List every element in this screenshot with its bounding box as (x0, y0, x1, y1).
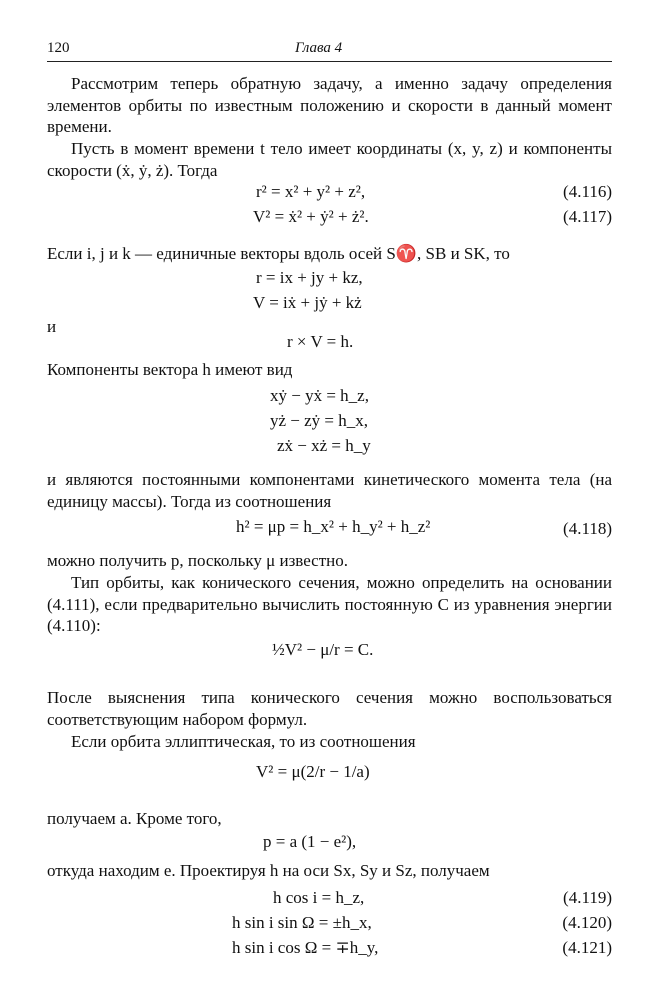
equation-cross-product: r × V = h. (287, 332, 354, 351)
paragraph-1: Рассмотрим теперь обратную задачу, а именно задачу определения элементов орбиты по известным положению и скорости в данный момент времени. (47, 74, 612, 136)
equation-position-vector: r = ix + jy + kz, (256, 268, 363, 287)
equation-hx: yż − zẏ = h_x, (270, 411, 369, 430)
eqnum-4-118: (4.118) (563, 519, 612, 538)
paragraph-3: Если i, j и k — единичные векторы вдоль осей S♈, SB и SK, то (47, 244, 510, 263)
paragraph-7: можно получить p, поскольку μ известно. (47, 551, 349, 570)
equation-4-119: h cos i = h_z, (273, 888, 365, 907)
paragraph-4: и (47, 317, 57, 336)
equation-4-117: V² = ẋ² + ẏ² + ż². (253, 207, 369, 226)
eqnum-4-121: (4.121) (562, 938, 612, 957)
paragraph-5: Компоненты вектора h имеют вид (47, 360, 293, 379)
equation-energy: ½V² − μ/r = C. (272, 640, 374, 659)
eqnum-4-119: (4.119) (563, 888, 612, 907)
equation-p-a: p = a (1 − e²), (263, 832, 357, 851)
equation-4-121: h sin i cos Ω = ∓h_y, (232, 938, 379, 957)
equation-4-120: h sin i sin Ω = ±h_x, (232, 913, 372, 932)
equation-vis-viva: V² = μ(2/r − 1/a) (256, 762, 370, 781)
paragraph-12: откуда находим e. Проектируя h на оси Sx, Sy и Sz, получаем (47, 861, 490, 880)
equation-velocity-vector: V = iẋ + jẏ + kż (253, 293, 362, 312)
eqnum-4-117: (4.117) (563, 207, 612, 226)
paragraph-10: Если орбита эллиптическая, то из соотношения (71, 732, 416, 751)
equation-4-118: h² = μp = h_x² + h_y² + h_z² (236, 517, 431, 536)
paragraph-6: и являются постоянными компонентами кинетического момента тела (на единицу массы). Тогда из соотношения (47, 470, 612, 511)
page-number: 120 (47, 40, 70, 56)
header-rule (47, 61, 612, 62)
paragraph-8: Тип орбиты, как конического сечения, можно определить на основании (4.111), если предварительно вычислить постоянную C из уравнения энергии (4.110): (47, 573, 612, 635)
equation-4-116: r² = x² + y² + z², (256, 182, 366, 201)
paragraph-2: Пусть в момент времени t тело имеет координаты (x, y, z) и компоненты скорости (ẋ, ẏ, ż). Тогда (47, 139, 612, 180)
running-title: Глава 4 (295, 40, 343, 56)
paragraph-9: После выяснения типа конического сечения можно воспользоваться соответствующим набором формул. (47, 688, 612, 729)
eqnum-4-116: (4.116) (563, 182, 612, 201)
equation-hy: zẋ − xż = h_y (277, 436, 371, 455)
equation-hz: xẏ − yẋ = h_z, (270, 386, 369, 405)
eqnum-4-120: (4.120) (562, 913, 612, 932)
paragraph-11: получаем a. Кроме того, (47, 809, 222, 828)
